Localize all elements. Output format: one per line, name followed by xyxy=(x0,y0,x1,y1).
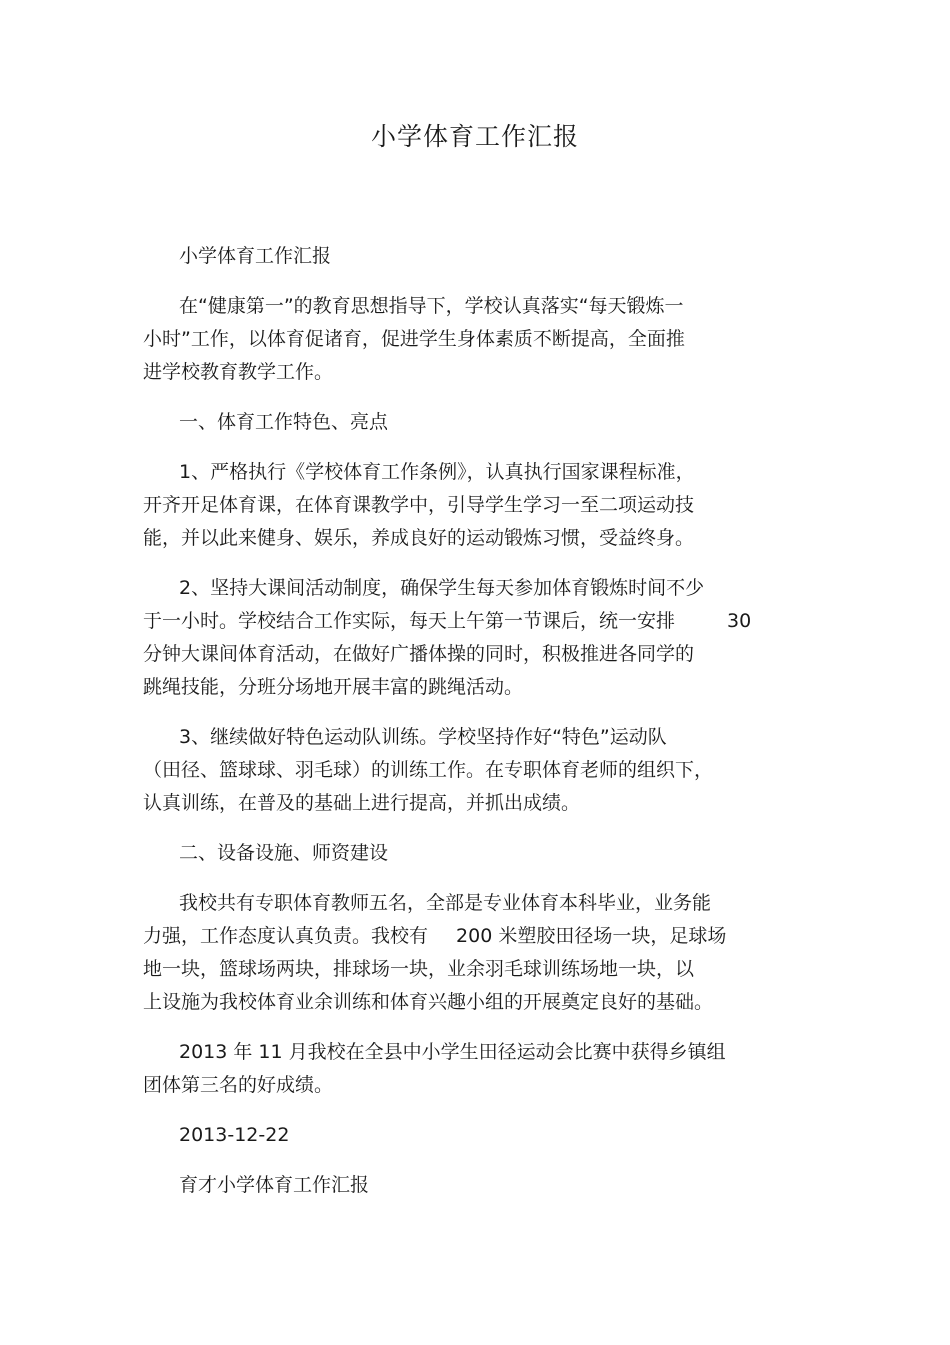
text-line: 2、坚持大课间活动制度，确保学生每天参加体育锻炼时间不少 xyxy=(179,577,705,599)
text-segment: 于一小时。学校结合工作实际，每天上午第一节课后，统一安排 xyxy=(143,610,676,632)
text-line xyxy=(143,605,783,638)
paragraph-subtitle xyxy=(143,240,783,273)
text-segment: 力强，工作态度认真负责。我校有 xyxy=(143,925,429,947)
paragraph-achievement xyxy=(143,1036,783,1102)
text-line: 跳绳技能，分班分场地开展丰富的跳绳活动。 xyxy=(143,676,524,698)
text-line: 一、体育工作特色、亮点 xyxy=(179,411,389,433)
text-line: 3、继续做好特色运动队训练。学校坚持作好“特色”运动队 xyxy=(179,726,667,748)
section-heading-2 xyxy=(143,837,783,870)
text-line: 二、设备设施、师资建设 xyxy=(179,842,389,864)
paragraph-item-2 xyxy=(143,572,783,704)
text-line: 上设施为我校体育业余训练和体育兴趣小组的开展奠定良好的基础。 xyxy=(143,991,714,1013)
text-line: 进学校教育教学工作。 xyxy=(143,361,334,383)
text-line: 小学体育工作汇报 xyxy=(179,245,332,267)
text-segment: 200 米塑胶田径场一块，足球场 xyxy=(456,925,727,947)
number-thirty: 30 xyxy=(727,610,752,632)
section-heading-1 xyxy=(143,406,783,439)
text-line: （田径、篮球球、羽毛球）的训练工作。在专职体育老师的组织下， xyxy=(143,759,714,781)
paragraph-date xyxy=(143,1119,783,1152)
text-line: 能，并以此来健身、娱乐，养成良好的运动锻炼习惯，受益终身。 xyxy=(143,527,695,549)
paragraph-intro xyxy=(143,290,783,389)
text-line: 小时”工作，以体育促诸育，促进学生身体素质不断提高，全面推 xyxy=(143,328,685,350)
paragraph-item-3 xyxy=(143,721,783,820)
text-line xyxy=(143,920,783,953)
text-line: 1、严格执行《学校体育工作条例》，认真执行国家课程标准， xyxy=(179,461,695,483)
paragraph-facilities xyxy=(143,887,783,1019)
paragraph-item-1 xyxy=(143,456,783,555)
text-line: 2013 年 11 月我校在全县中小学生田径运动会比赛中获得乡镇组 xyxy=(179,1041,726,1063)
document-body xyxy=(143,240,783,1219)
text-line: 地一块，篮球场两块，排球场一块，业余羽毛球训练场地一块，以 xyxy=(143,958,695,980)
text-line: 分钟大课间体育活动，在做好广播体操的同时，积极推进各同学的 xyxy=(143,643,695,665)
text-line: 团体第三名的好成绩。 xyxy=(143,1074,334,1096)
text-line: 我校共有专职体育教师五名，全部是专业体育本科毕业，业务能 xyxy=(179,892,712,914)
paragraph-signature xyxy=(143,1169,783,1202)
document-signature: 育才小学体育工作汇报 xyxy=(179,1174,370,1196)
document-date: 2013-12-22 xyxy=(179,1124,290,1146)
text-line: 在“健康第一”的教育思想指导下，学校认真落实“每天锻炼一 xyxy=(179,295,684,317)
text-line: 认真训练，在普及的基础上进行提高，并抓出成绩。 xyxy=(143,792,581,814)
text-line: 开齐开足体育课，在体育课教学中，引导学生学习一至二项运动技 xyxy=(143,494,695,516)
document-title: 小学体育工作汇报 xyxy=(370,122,579,151)
